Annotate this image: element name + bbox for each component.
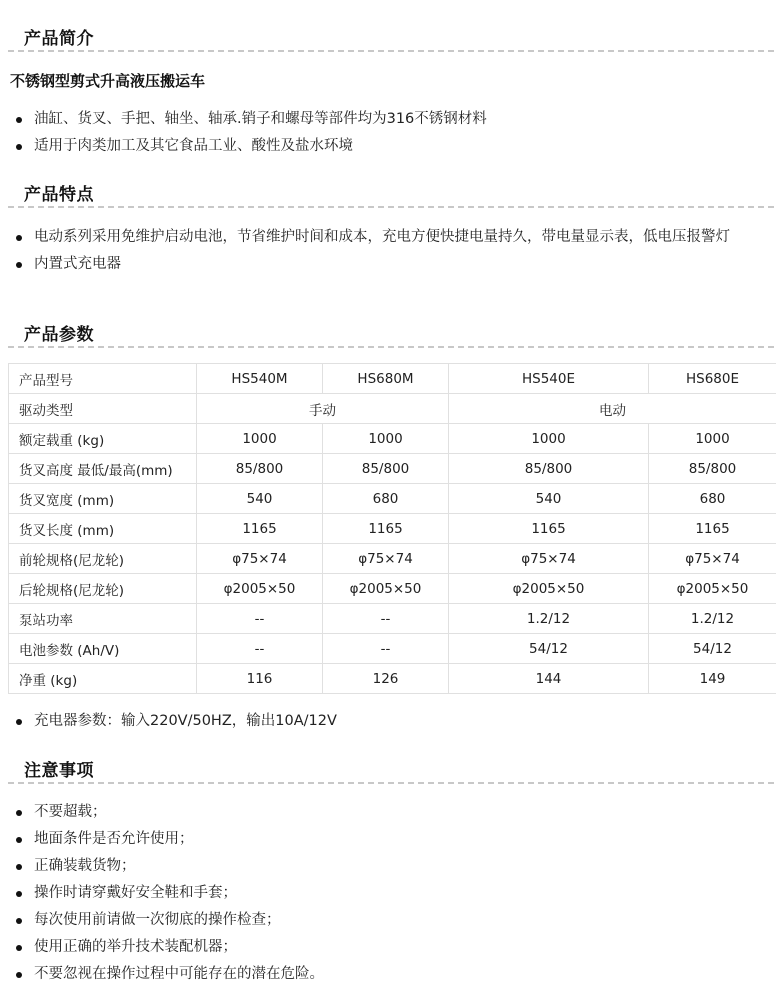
table-cell: 货叉高度 最低/最高(mm) bbox=[9, 454, 197, 484]
table-cell: -- bbox=[197, 604, 323, 634]
list-item: 正确装载货物； bbox=[14, 857, 774, 876]
list-item: 地面条件是否允许使用； bbox=[14, 830, 774, 849]
product-name: 不锈钢型剪式升高液压搬运车 bbox=[10, 72, 206, 90]
table-row bbox=[9, 454, 776, 484]
table-cell: 1000 bbox=[197, 424, 323, 454]
table-cell: φ2005×50 bbox=[449, 574, 649, 604]
table-cell: 额定载重 (kg) bbox=[9, 424, 197, 454]
table-cell: φ75×74 bbox=[449, 544, 649, 574]
features-bullet-list bbox=[14, 228, 774, 282]
table-cell: 后轮规格(尼龙轮) bbox=[9, 574, 197, 604]
table-cell: -- bbox=[197, 634, 323, 664]
table-cell: 116 bbox=[197, 664, 323, 694]
section-header-params bbox=[8, 318, 774, 348]
table-row bbox=[9, 574, 776, 604]
table-cell: 126 bbox=[323, 664, 449, 694]
table-header-row bbox=[9, 364, 776, 394]
table-cell: 85/800 bbox=[197, 454, 323, 484]
table-row bbox=[9, 604, 776, 634]
table-row bbox=[9, 634, 776, 664]
table-cell: -- bbox=[323, 604, 449, 634]
list-item: 不要超载； bbox=[14, 803, 774, 822]
table-cell: HS680M bbox=[323, 364, 449, 394]
table-cell: 驱动类型 bbox=[9, 394, 197, 424]
table-cell: 1000 bbox=[449, 424, 649, 454]
table-cell: 1165 bbox=[323, 514, 449, 544]
table-cell: φ2005×50 bbox=[197, 574, 323, 604]
table-cell: HS680E bbox=[649, 364, 776, 394]
table-cell: 泵站功率 bbox=[9, 604, 197, 634]
table-cell: 净重 (kg) bbox=[9, 664, 197, 694]
table-row bbox=[9, 484, 776, 514]
table-cell: 85/800 bbox=[323, 454, 449, 484]
table-cell: 1000 bbox=[323, 424, 449, 454]
intro-bullet-list bbox=[14, 110, 774, 164]
table-cell: φ75×74 bbox=[649, 544, 776, 574]
spec-table bbox=[8, 363, 776, 694]
table-cell: 1.2/12 bbox=[449, 604, 649, 634]
table-cell: 前轮规格(尼龙轮) bbox=[9, 544, 197, 574]
table-cell: -- bbox=[323, 634, 449, 664]
table-cell: 540 bbox=[449, 484, 649, 514]
table-cell: φ75×74 bbox=[323, 544, 449, 574]
table-cell: 540 bbox=[197, 484, 323, 514]
list-item: 充电器参数：输入220V/50HZ，输出10A/12V bbox=[14, 712, 774, 731]
table-cell: 680 bbox=[649, 484, 776, 514]
list-item: 每次使用前请做一次彻底的操作检查； bbox=[14, 911, 774, 930]
table-cell: 1165 bbox=[449, 514, 649, 544]
table-cell: 149 bbox=[649, 664, 776, 694]
list-item: 操作时请穿戴好安全鞋和手套； bbox=[14, 884, 774, 903]
table-cell: 产品型号 bbox=[9, 364, 197, 394]
table-cell: HS540M bbox=[197, 364, 323, 394]
table-row bbox=[9, 424, 776, 454]
table-cell: 54/12 bbox=[649, 634, 776, 664]
table-cell: 货叉长度 (mm) bbox=[9, 514, 197, 544]
table-cell: φ75×74 bbox=[197, 544, 323, 574]
table-cell: φ2005×50 bbox=[649, 574, 776, 604]
table-cell: 电动 bbox=[449, 394, 776, 424]
table-cell: φ2005×50 bbox=[323, 574, 449, 604]
list-item: 内置式充电器 bbox=[14, 255, 774, 274]
section-title: 产品简介 bbox=[24, 29, 94, 49]
table-cell: 电池参数 (Ah/V) bbox=[9, 634, 197, 664]
table-cell: 1.2/12 bbox=[649, 604, 776, 634]
table-cell: 1165 bbox=[197, 514, 323, 544]
table-row bbox=[9, 514, 776, 544]
table-cell: HS540E bbox=[449, 364, 649, 394]
table-cell: 680 bbox=[323, 484, 449, 514]
table-cell: 1000 bbox=[649, 424, 776, 454]
table-cell: 144 bbox=[449, 664, 649, 694]
section-title: 产品参数 bbox=[24, 325, 94, 345]
cautions-bullet-list bbox=[14, 803, 774, 992]
charger-note-list bbox=[14, 712, 774, 739]
table-cell: 54/12 bbox=[449, 634, 649, 664]
list-item: 不要忽视在操作过程中可能存在的潜在危险。 bbox=[14, 965, 774, 984]
list-item: 油缸、货叉、手把、轴坐、轴承.销子和螺母等部件均为316不锈钢材料 bbox=[14, 110, 774, 129]
table-row-drive-type bbox=[9, 394, 776, 424]
section-header-cautions bbox=[8, 754, 774, 784]
section-title: 注意事项 bbox=[24, 761, 94, 781]
table-cell: 85/800 bbox=[649, 454, 776, 484]
section-header-features bbox=[8, 178, 774, 208]
table-row bbox=[9, 664, 776, 694]
table-cell: 手动 bbox=[197, 394, 449, 424]
section-header-intro bbox=[8, 22, 774, 52]
list-item: 适用于肉类加工及其它食品工业、酸性及盐水环境 bbox=[14, 137, 774, 156]
table-cell: 货叉宽度 (mm) bbox=[9, 484, 197, 514]
list-item: 使用正确的举升技术装配机器； bbox=[14, 938, 774, 957]
list-item: 电动系列采用免维护启动电池，节省维护时间和成本，充电方便快捷电量持久，带电量显示表，低电压报警灯 bbox=[14, 228, 774, 247]
table-cell: 1165 bbox=[649, 514, 776, 544]
table-cell: 85/800 bbox=[449, 454, 649, 484]
section-title: 产品特点 bbox=[24, 185, 94, 205]
table-row bbox=[9, 544, 776, 574]
